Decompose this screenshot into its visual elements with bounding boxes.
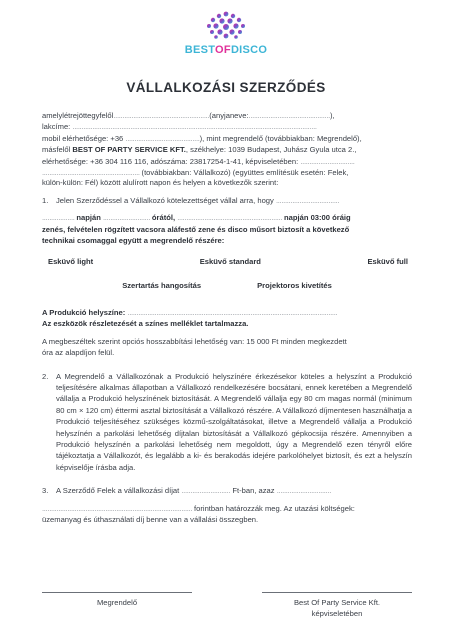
fee-currency-text: Ft-ban, azaz <box>232 486 275 496</box>
party-line-6: ...................................................... (továbbiakban: Vállalkozó) (együttes említésük esetén: Felek, <box>42 167 349 177</box>
service-description-1: zenés, felvételen rögzített vacsora aláfestő zene és disco műsort biztosít a következő <box>42 224 350 234</box>
package-row-1 <box>42 256 412 267</box>
party-line-3: mobil elérhetősége: +36 .........................................), mint megrendelő (továbbiakban: Megrendelő), <box>42 133 362 143</box>
client-role-text: ), mint megrendelő (továbbiakban: Megrendelő), <box>199 133 362 143</box>
company-address: , székhelye: 1039 Budapest, Juhász Gyula utca 2., <box>185 145 357 155</box>
fee-words-text: forintban határozzák meg. Az utazási költségek: <box>194 503 355 513</box>
disco-ball-icon <box>203 10 249 44</box>
address-label: lakcíme: <box>42 122 71 132</box>
fee-label: A Szerződő Felek a vállalkozási díjat <box>56 486 180 496</box>
signature-line <box>262 592 412 593</box>
contract-body <box>42 110 412 525</box>
mobile-label: mobil elérhetősége: +36 <box>42 133 124 143</box>
section-2-text: A Megrendelő a Vállalkozónak a Produkció helyszínére érkezésekor köteles a helyszínt a Produkció teljesítésére alkalmas állapotban a Vállalkozó rendelkezésére bocsátani, ennek keretében a Megrendelő vállalja a Produkció helyszínének biztosítását. A Megrendelő vállalja egy 80 cm magas normál (minimum 80 cm × 120 cm) éttermi asztal biztosítását a Vállalkozó részére. A Vállalkozó díjmentesen használhatja a Produkció teljesítéséhez szükséges közmű-szolgáltatásokat, illetve a Megrendelő vállalja a Produkció helyszínén a parkolási lehetőség díjtalan biztosítását a Vállalkozó gépkocsija részére. Amennyiben a Produkció helyszínén a parkolási lehetőség nem megoldott, úgy a Megrendelő ezen tényről előre tájékoztatja a Vállalkozót, és legalább a ki- és berakodás idejére parkolóhelyet biztosít, és ezt a helyszín képviselője írásba adja. <box>56 371 412 472</box>
other-party-label: másfelől <box>42 145 71 155</box>
venue-line: A Produkció helyszíne: .................................................................................................................... <box>42 308 338 318</box>
package-full: Esküvő full <box>367 257 408 267</box>
logo-wordmark <box>0 42 452 59</box>
signature-area <box>42 592 412 620</box>
signature-line <box>42 592 192 593</box>
signature-contractor-role: képviseletében <box>311 609 363 619</box>
section-1: 1. Jelen Szerződéssel a Vállalkozó kötelezettséget vállal arra, hogy ................................... <box>42 195 340 205</box>
date-time-line: .................. napján .......................... órától, .......................................................... napján 03:00 óráig <box>42 213 351 223</box>
party-line-7 <box>42 177 412 188</box>
company-contact: elérhetősége: +36 304 116 116, adószáma: 23817254-1-41, képviseletében: <box>42 156 299 166</box>
section-number: 2. <box>42 371 49 381</box>
party-line-2: lakcíme: ....................................................................................................................................... <box>42 122 317 132</box>
start-time-label: órától, <box>151 213 176 223</box>
package-projector: Projektoros kivetítés <box>257 280 332 290</box>
package-ceremony-sound: Szertartás hangosítás <box>122 280 202 290</box>
package-light: Esküvő light <box>48 257 94 267</box>
logo-text-best: BEST <box>184 44 216 56</box>
company-name: BEST OF PARTY SERVICE KFT. <box>72 145 186 155</box>
parties-text: külön-külön: Fél) között alulírott napon és helyen a következők szerint: <box>42 178 279 188</box>
extension-note-2: óra az alapdíjon felül. <box>42 348 115 358</box>
section-1-intro: Jelen Szerződéssel a Vállalkozó kötelezettséget vállal arra, hogy <box>56 195 274 205</box>
extension-note-1: A megbeszéltek szerint opciós hosszabbítási lehetőség van: 15 000 Ft minden megkezdett <box>42 336 347 346</box>
service-description-2: technikai csomaggal együtt a megrendelő részére: <box>42 235 225 245</box>
signature-client <box>42 592 192 620</box>
section-number: 3. <box>42 486 49 496</box>
section-2 <box>42 371 412 474</box>
party-label: amelylétrejöttegyfelől <box>42 111 114 120</box>
party-line-5: elérhetősége: +36 304 116 116, adószáma: 23817254-1-41, képviseletében: .............................. <box>42 156 355 166</box>
mother-name-label: (anyjaneve: <box>209 111 249 120</box>
logo <box>0 10 452 59</box>
section-number: 1. <box>42 195 49 205</box>
document-title: VÁLLALKOZÁSI SZERZŐDÉS <box>126 80 326 95</box>
logo-text-disco: DISCO <box>230 44 268 56</box>
package-standard: Esküvő standard <box>199 257 261 267</box>
signature-contractor <box>262 592 412 620</box>
end-time-label: napján 03:00 óráig <box>284 213 351 223</box>
date-label: napján <box>76 213 101 223</box>
signature-contractor-label: Best Of Party Service Kft. <box>293 598 381 607</box>
signature-client-label: Megrendelő <box>96 598 138 607</box>
fee-words-line: ................................................................................... forintban határozzák meg. Az utazási költségek: <box>42 503 355 513</box>
logo-text-of: OF <box>215 44 231 56</box>
party-line-1: amelylétrejöttegyfelől.....................................................(anyjaneve:.............................................), <box>42 111 335 120</box>
package-row-2 <box>42 280 412 291</box>
venue-label: A Produkció helyszíne: <box>42 308 126 318</box>
travel-costs-note: üzemanyag és úthasználati díj benne van a vállalási összegben. <box>42 514 259 524</box>
contractor-role-text: (továbbiakban: Vállalkozó) (együttes említésük esetén: Felek, <box>141 167 349 177</box>
equipment-note: Az eszközök részletezését a színes melléklet tartalmazza. <box>42 319 249 329</box>
party-line-4 <box>42 144 412 155</box>
section-3: 3. A Szerződő Felek a vállalkozási díjat ........................... Ft-ban, azaz .............................. <box>42 486 332 496</box>
